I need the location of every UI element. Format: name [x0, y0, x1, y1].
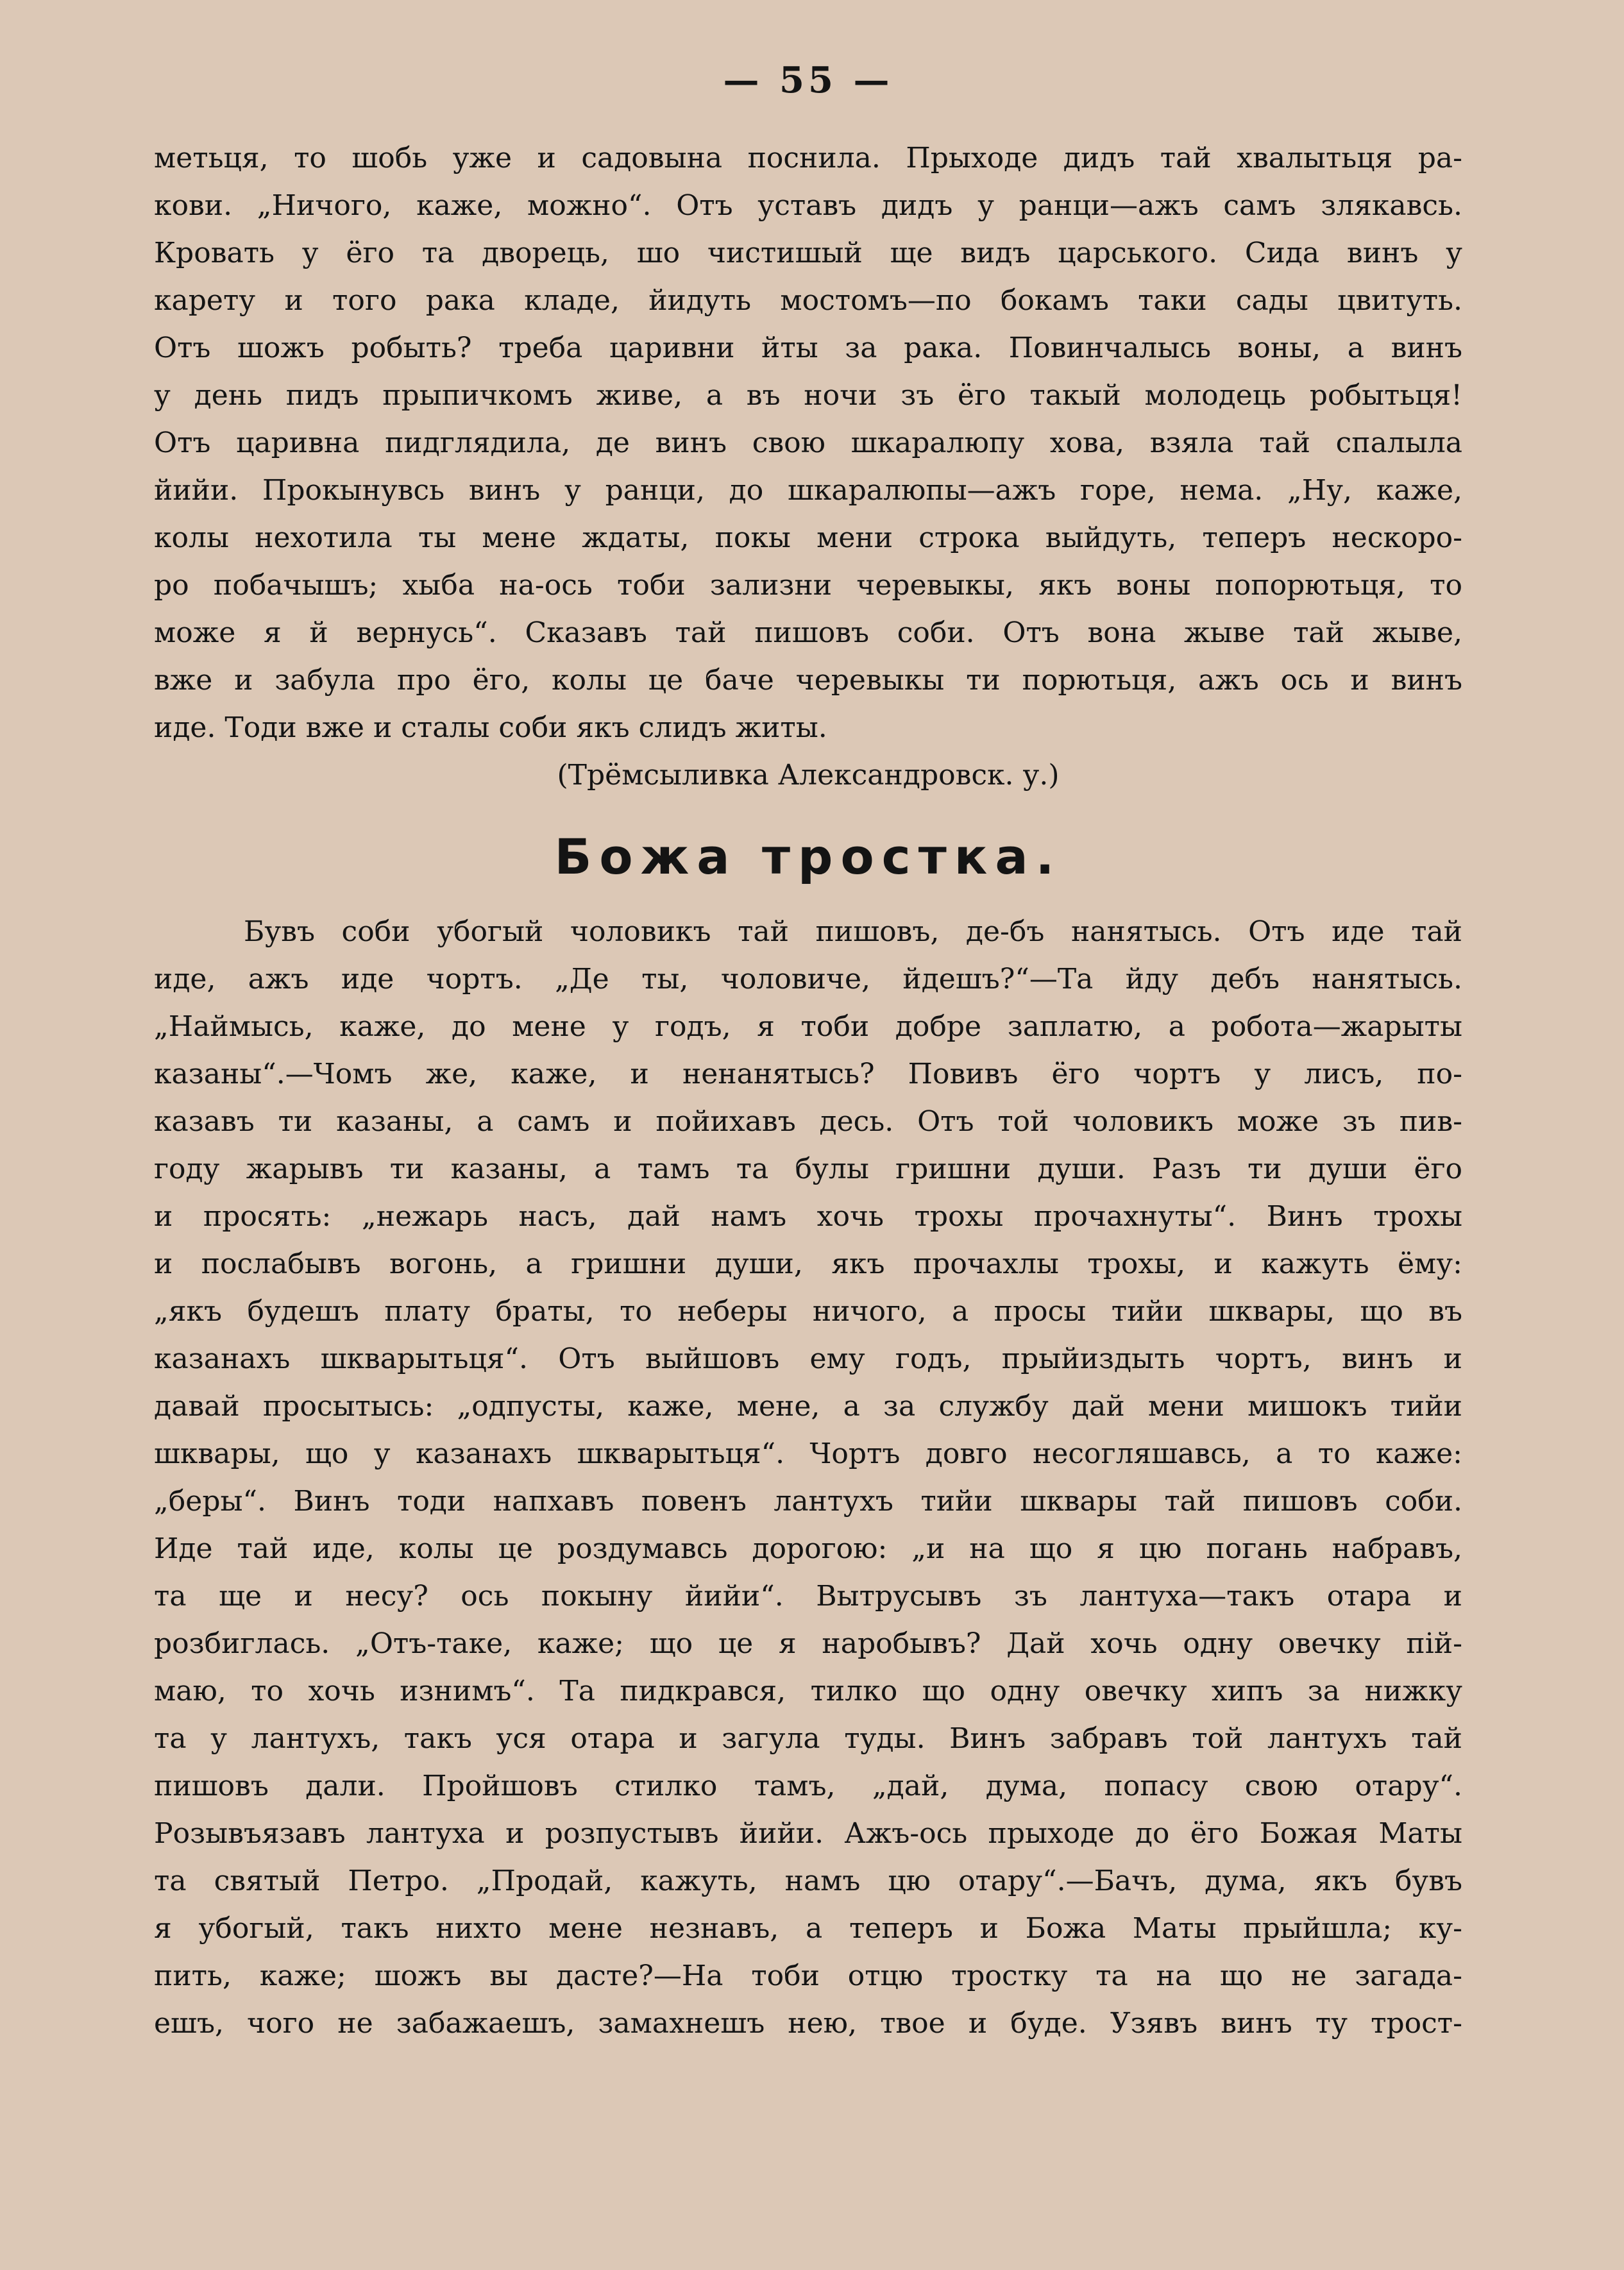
text-line: шквары, що у казанахъ шкварытьця“. Чортъ довго несогляшавсь, а то каже:: [154, 1437, 1462, 1470]
previous-story-text: [154, 135, 1462, 752]
text-line: иде. Тоди вже и сталы соби якъ слидъ житы.: [154, 711, 827, 744]
text-line: и послабывъ вогонь, а гришни души, якъ прочахлы трохы, и кажуть ёму:: [154, 1248, 1462, 1280]
text-line: може я й вернусь“. Сказавъ тай пишовъ соби. Отъ вона жыве тай жыве,: [154, 616, 1462, 649]
text-line: казавъ ти казаны, а самъ и пойихавъ десь. Отъ той чоловикъ може зъ пив-: [154, 1105, 1462, 1138]
story-title: Божа тростка.: [554, 828, 1062, 885]
story-source: (Трёмсыливка Александровск. у.): [557, 759, 1060, 792]
text-line: и просять: „нежарь насъ, дай намъ хочь трохы прочахнуты“. Винъ трохы: [154, 1200, 1462, 1233]
text-line: „якъ будешъ плату браты, то неберы ничого, а просы тийи шквары, що въ: [154, 1295, 1462, 1328]
text-line: у день пидъ прыпичкомъ живе, а въ ночи зъ ёго такый молодець робытьця!: [154, 379, 1462, 412]
text-line: та ще и несу? ось покыну йийи“. Вытрусывъ зъ лантуха—такъ отара и: [154, 1580, 1462, 1613]
text-line: давай просытысь: „одпусты, каже, мене, а за службу дай мени мишокъ тийи: [154, 1390, 1462, 1423]
text-line: Розывъязавъ лантуха и розпустывъ йийи. Ажъ-ось прыходе до ёго Божая Маты: [154, 1817, 1462, 1850]
text-line: „беры“. Винъ тоди напхавъ повенъ лантухъ тийи шквары тай пишовъ соби.: [154, 1485, 1462, 1518]
text-line: казаны“.—Чомъ же, каже, и ненанятысь? Повивъ ёго чортъ у лисъ, по-: [154, 1058, 1462, 1090]
text-line: маю, то хочь изнимъ“. Та пидкрався, тилко що одну овечку хипъ за нижку: [154, 1675, 1462, 1707]
text-line: та святый Петро. „Продай, кажуть, намъ цю отару“.—Бачъ, дума, якъ бувъ: [154, 1865, 1462, 1897]
text-line: казанахъ шкварытьця“. Отъ выйшовъ ему годъ, прыйиздыть чортъ, винъ и: [154, 1343, 1462, 1375]
text-line: та у лантухъ, такъ уся отара и загула туды. Винъ забравъ той лантухъ тай: [154, 1722, 1462, 1755]
text-line: я убогый, такъ нихто мене незнавъ, а теперъ и Божа Маты прыйшла; ку-: [154, 1912, 1462, 1945]
text-line: розбиглась. „Отъ-таке, каже; що це я наробывъ? Дай хочь одну овечку пій-: [154, 1627, 1462, 1660]
text-line: метьця, то шобь уже и садовына поснила. Прыходе дидъ тай хвалытьця ра-: [154, 142, 1462, 174]
text-line: иде, ажъ иде чортъ. „Де ты, чоловиче, йдешъ?“—Та йду дебъ нанятысь.: [154, 963, 1462, 995]
text-line: году жарывъ ти казаны, а тамъ та булы гришни души. Разъ ти души ёго: [154, 1153, 1462, 1185]
text-line: колы нехотила ты мене ждаты, покы мени строка выйдуть, теперъ нескоро-: [154, 521, 1462, 554]
text-line: Иде тай иде, колы це роздумавсь дорогою: „и на що я цю погань набравъ,: [154, 1532, 1462, 1565]
text-line: „Наймысь, каже, до мене у годъ, я тоби добре заплатю, а робота—жарыты: [154, 1010, 1462, 1043]
text-line: ро побачышъ; хыба на-ось тоби зализни черевыкы, якъ воны попорютьця, то: [154, 569, 1462, 602]
page-number: — 55 —: [723, 59, 893, 101]
text-line: карету и того рака кладе, йидуть мостомъ—по бокамъ таки сады цвитуть.: [154, 284, 1462, 317]
book-page: [154, 55, 1462, 2223]
text-line: йийи. Прокынувсь винъ у ранци, до шкаралюпы—ажъ горе, нема. „Ну, каже,: [154, 474, 1462, 507]
text-line: ешъ, чого не забажаешъ, замахнешъ нею, твое и буде. Узявъ винъ ту трост-: [154, 2007, 1462, 2040]
text-line: Кровать у ёго та дворець, шо чистишый ще видъ царського. Сида винъ у: [154, 237, 1462, 269]
text-line: пить, каже; шожъ вы дасте?—На тоби отцю тростку та на що не загада-: [154, 1960, 1462, 1992]
text-line: пишовъ дали. Пройшовъ стилко тамъ, „дай, дума, попасу свою отару“.: [154, 1770, 1462, 1802]
text-line: вже и забула про ёго, колы це баче черевыкы ти порютьця, ажъ ось и винъ: [154, 664, 1462, 697]
text-line: Отъ царивна пидглядила, де винъ свою шкаралюпу хова, взяла тай спалыла: [154, 427, 1462, 459]
text-line: кови. „Ничого, каже, можно“. Отъ уставъ дидъ у ранци—ажъ самъ злякавсь.: [154, 189, 1462, 222]
story-text: [154, 908, 1462, 2047]
text-line: Отъ шожъ робыть? треба царивни йты за рака. Повинчалысь воны, а винъ: [154, 332, 1462, 364]
text-line: Бувъ соби убогый чоловикъ тай пишовъ, де-бъ нанятысь. Отъ иде тай: [244, 915, 1462, 948]
